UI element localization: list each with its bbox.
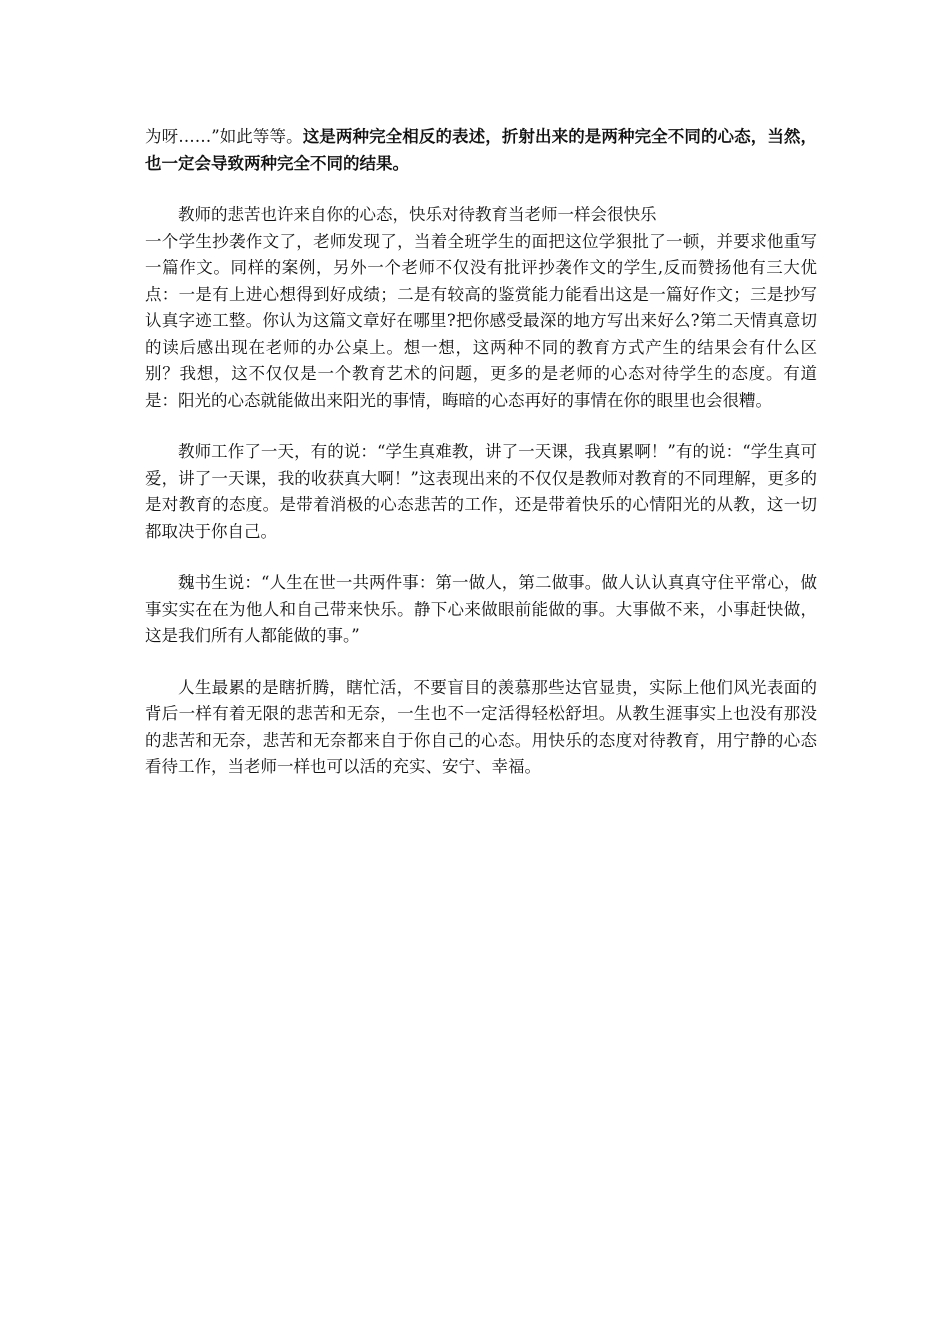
paragraph-2 [145,202,817,414]
document-page [145,124,817,806]
paragraph-2-body: 一个学生抄袭作文了，老师发现了，当着全班学生的面把这位学狠批了一顿，并要求他重写一篇作文。同样的案例，另外一个老师不仅没有批评抄袭作文的学生,反而赞扬他有三大优点：一是有上进心想得到好成绩；二是有较高的鉴赏能力能看出这是一篇好作文；三是抄写认真字迹工整。你认为这篇文章好在哪里?把你感受最深的地方写出来好么?第二天情真意切的读后感出现在老师的办公桌上。想一想，这两种不同的教育方式产生的结果会有什么区别？我想，这不仅仅是一个教育艺术的问题，更多的是老师的心态对待学生的态度。有道是：阳光的心态就能做出来阳光的事情，晦暗的心态再好的事情在你的眼里也会很糟。 [145,231,817,410]
paragraph-1-text: 为呀……”如此等等。 [145,127,303,146]
paragraph-2-heading-line: 教师的悲苦也许来自你的心态，快乐对待教育当老师一样会很快乐 [178,205,657,224]
paragraph-5: 人生最累的是瞎折腾，瞎忙活，不要盲目的羡慕那些达官显贵，实际上他们风光表面的背后一样有着无限的悲苦和无奈，一生也不一定活得轻松舒坦。从教生涯事实上也没有那没的悲苦和无奈，悲苦和无奈都来自于你自己的心态。用快乐的态度对待教育，用宁静的心态看待工作，当老师一样也可以活的充实、安宁、幸福。 [145,677,817,776]
paragraph-3: 教师工作了一天，有的说：“学生真难教，讲了一天课，我真累啊！”有的说：“学生真可爱，讲了一天课，我的收获真大啊！”这表现出来的不仅仅是教师对教育的不同理解，更多的是对教育的态度。是带着消极的心态悲苦的工作，还是带着快乐的心情阳光的从教，这一切都取决于你自己。 [145,442,817,541]
paragraph-1 [145,124,817,177]
paragraph-4: 魏书生说：“人生在世一共两件事：第一做人，第二做事。做人认认真真守住平常心，做事实实在在为他人和自己带来快乐。静下心来做眼前能做的事。大事做不来，小事赶快做，这是我们所有人都能做的事。” [145,573,817,645]
paragraph-1-bold-text: 这是两种完全相反的表述，折射出来的是两种完全不同的心态，当然，也一定会导致两种完全不同的结果。 [145,127,817,173]
